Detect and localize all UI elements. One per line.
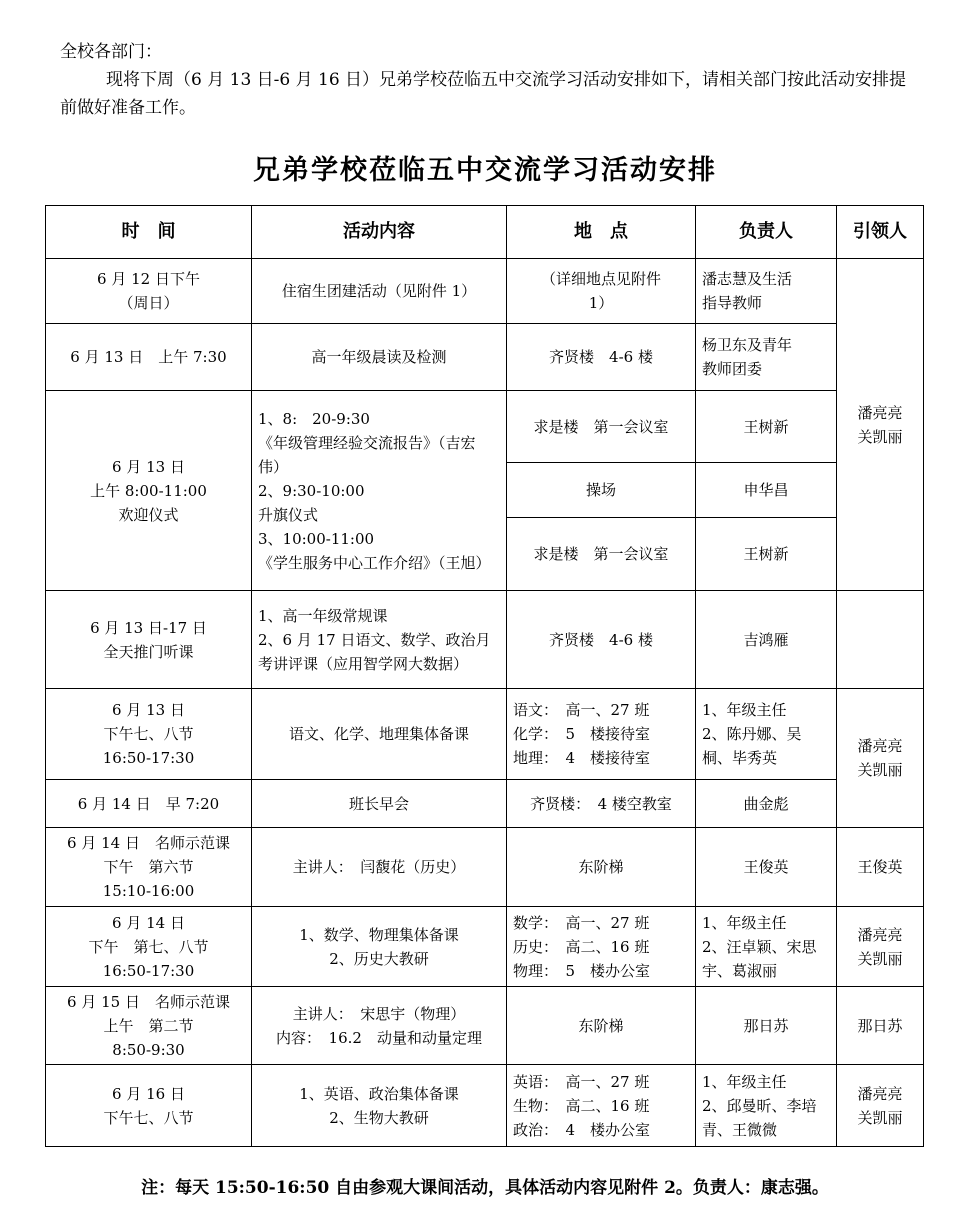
cell-time: 6 月 13 日 上午 8:00-11:00 欢迎仪式: [46, 391, 252, 591]
cell-content: 1、高一年级常规课 2、6 月 17 日语文、数学、政治月考讲评课（应用智学网大数据）: [252, 591, 507, 689]
table-row: [46, 828, 924, 907]
cell-owner: 王俊英: [696, 828, 837, 907]
cell-lead: 潘亮亮 关凯丽: [837, 907, 924, 987]
cell-lead: [837, 591, 924, 689]
cell-owner: 1、年级主任 2、邱曼昕、李培青、王微微: [696, 1065, 837, 1147]
schedule-table: [45, 205, 924, 1147]
intro: [60, 38, 910, 122]
table-row: [46, 324, 924, 391]
table-row: [46, 780, 924, 828]
cell-content: 主讲人： 宋思宇（物理） 内容： 16.2 动量和动量定理: [252, 987, 507, 1065]
cell-lead: 潘亮亮 关凯丽: [837, 1065, 924, 1147]
cell-time: 6 月 14 日 早 7:20: [46, 780, 252, 828]
cell-place: 齐贤楼： 4 楼空教室: [507, 780, 696, 828]
cell-time: 6 月 12 日下午 （周日）: [46, 259, 252, 324]
cell-place: 操场: [507, 463, 696, 518]
cell-place: 齐贤楼 4-6 楼: [507, 591, 696, 689]
cell-owner: 1、年级主任 2、陈丹娜、吴桐、毕秀英: [696, 689, 837, 780]
cell-owner: 王树新: [696, 518, 837, 591]
cell-place: 求是楼 第一会议室: [507, 518, 696, 591]
header-row: [46, 206, 924, 259]
cell-place: 东阶梯: [507, 987, 696, 1065]
cell-time: 6 月 14 日 下午 第七、八节 16:50-17:30: [46, 907, 252, 987]
table-row: [46, 907, 924, 987]
cell-time: 6 月 13 日-17 日 全天推门听课: [46, 591, 252, 689]
cell-content: 主讲人： 闫馥花（历史）: [252, 828, 507, 907]
cell-place: 齐贤楼 4-6 楼: [507, 324, 696, 391]
cell-owner: 申华昌: [696, 463, 837, 518]
cell-place: 语文： 高一、27 班 化学： 5 楼接待室 地理： 4 楼接待室: [507, 689, 696, 780]
cell-content: 语文、化学、地理集体备课: [252, 689, 507, 780]
cell-content: 1、英语、政治集体备课 2、生物大教研: [252, 1065, 507, 1147]
table-row: [46, 391, 924, 463]
cell-owner: 那日苏: [696, 987, 837, 1065]
salutation: 全校各部门：: [60, 42, 162, 62]
table-row: [46, 259, 924, 324]
table-row: [46, 689, 924, 780]
cell-owner: 王树新: [696, 391, 837, 463]
cell-owner: 吉鸿雁: [696, 591, 837, 689]
cell-content: 1、数学、物理集体备课 2、历史大教研: [252, 907, 507, 987]
table-row: [46, 1065, 924, 1147]
cell-time: 6 月 13 日 下午七、八节 16:50-17:30: [46, 689, 252, 780]
table-row: [46, 591, 924, 689]
header-lead: 引领人: [837, 206, 924, 259]
header-owner: 负责人: [696, 206, 837, 259]
cell-owner: 杨卫东及青年 教师团委: [696, 324, 837, 391]
cell-time: 6 月 14 日 名师示范课 下午 第六节 15:10-16:00: [46, 828, 252, 907]
cell-owner: 潘志慧及生活 指导教师: [696, 259, 837, 324]
table-row: [46, 987, 924, 1065]
intro-body: 现将下周（6 月 13 日-6 月 16 日）兄弟学校莅临五中交流学习活动安排如下，请相关部门按此活动安排提前做好准备工作。: [60, 70, 907, 118]
cell-lead: 那日苏: [837, 987, 924, 1065]
cell-content: 班长早会: [252, 780, 507, 828]
cell-time: 6 月 15 日 名师示范课 上午 第二节 8:50-9:30: [46, 987, 252, 1065]
header-content: 活动内容: [252, 206, 507, 259]
cell-place: 英语： 高一、27 班 生物： 高二、16 班 政治： 4 楼办公室: [507, 1065, 696, 1147]
cell-content: 1、8: 20-9:30 《年级管理经验交流报告》（吉宏伟） 2、9:30-10:00 升旗仪式 3、10:00-11:00 《学生服务中心工作介绍》（王旭）: [252, 391, 507, 591]
cell-place: （详细地点见附件 1）: [507, 259, 696, 324]
cell-content: 高一年级晨读及检测: [252, 324, 507, 391]
header-place: 地 点: [507, 206, 696, 259]
cell-time: 6 月 16 日 下午七、八节: [46, 1065, 252, 1147]
page-title: 兄弟学校莅临五中交流学习活动安排: [253, 155, 717, 186]
cell-place: 数学： 高一、27 班 历史： 高二、16 班 物理： 5 楼办公室: [507, 907, 696, 987]
cell-lead: 潘亮亮 关凯丽: [837, 259, 924, 591]
cell-time: 6 月 13 日 上午 7:30: [46, 324, 252, 391]
cell-owner: 曲金彪: [696, 780, 837, 828]
cell-owner: 1、年级主任 2、汪卓颖、宋思宇、葛淑丽: [696, 907, 837, 987]
cell-lead: 潘亮亮 关凯丽: [837, 689, 924, 828]
cell-place: 求是楼 第一会议室: [507, 391, 696, 463]
footnote: 注：每天 15:50-16:50 自由参观大课间活动，具体活动内容见附件 2。负责人：康志强。: [141, 1178, 829, 1198]
cell-lead: 王俊英: [837, 828, 924, 907]
cell-place: 东阶梯: [507, 828, 696, 907]
cell-content: 住宿生团建活动（见附件 1）: [252, 259, 507, 324]
header-time: 时 间: [46, 206, 252, 259]
